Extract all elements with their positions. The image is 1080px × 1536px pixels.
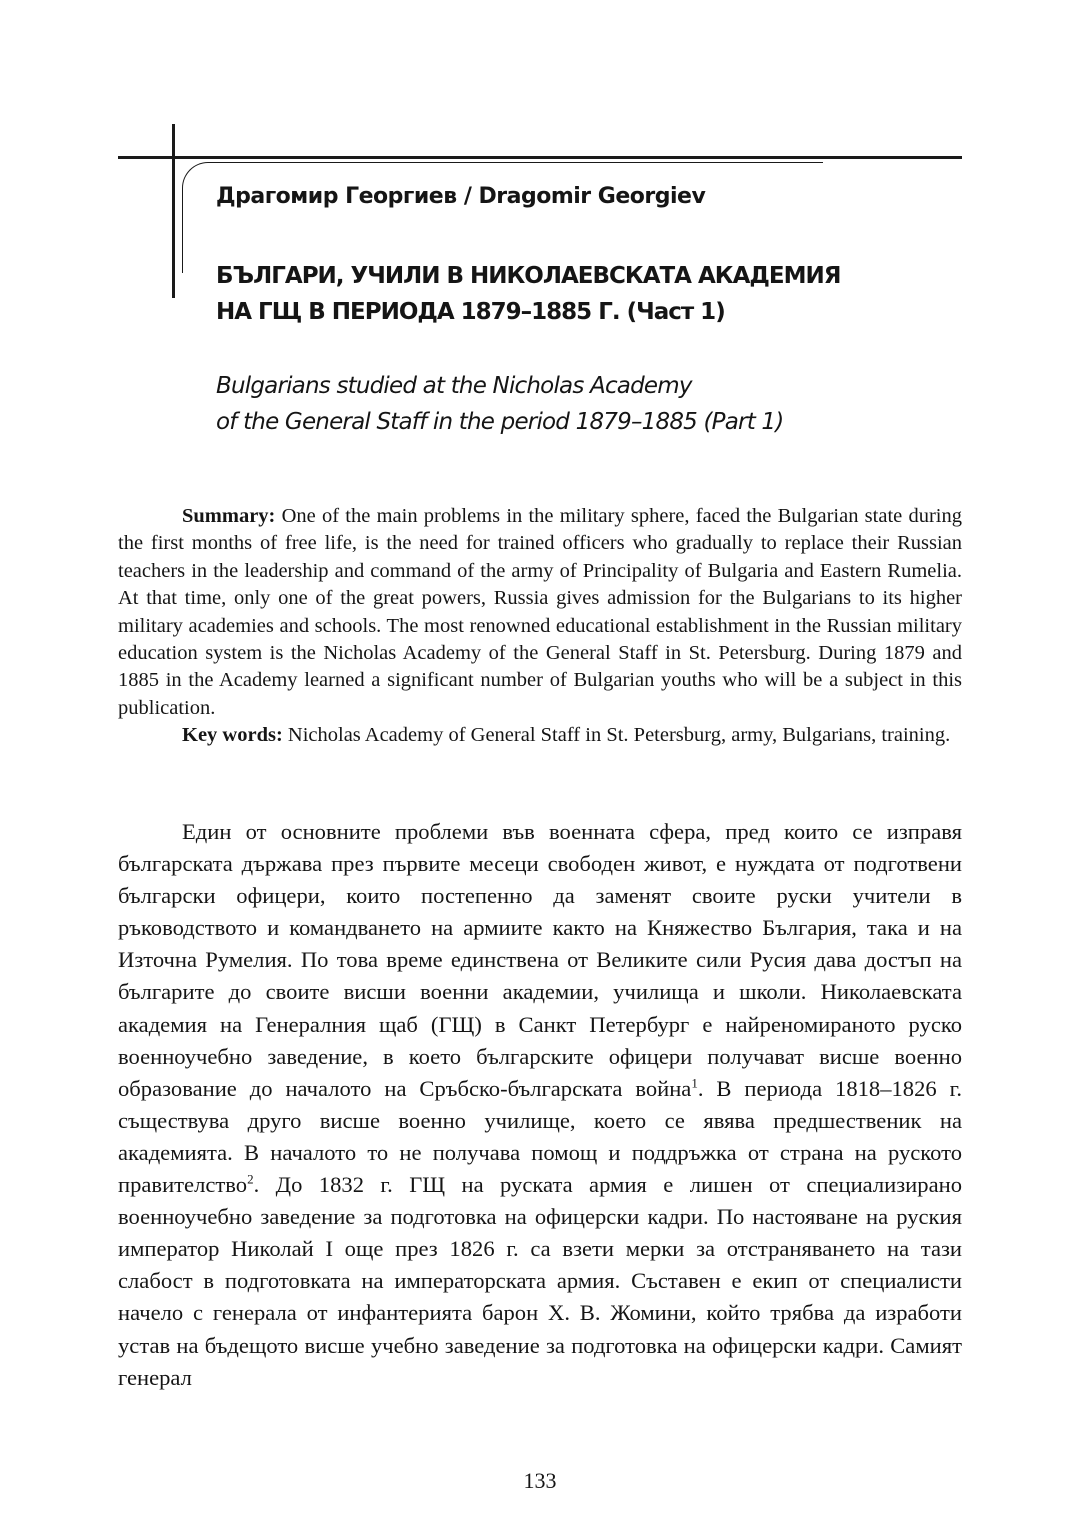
author-name: Драгомир Георгиев / Dragomir Georgiev: [216, 184, 706, 209]
keywords-paragraph: [118, 722, 962, 749]
page-number: 133: [523, 1468, 557, 1493]
abstract: [118, 503, 962, 750]
title-en-line-1: Bulgarians studied at the Nicholas Academy: [216, 373, 692, 399]
body-text-part-2: . В периода 1818–1826 г. съществува друго висше военно училище, което се явява предшественик на академията. В началото то не получава помощ и поддръжка от страна на руското правителство: [118, 1075, 962, 1198]
body-paragraph: [118, 816, 962, 1394]
footnote-ref-2[interactable]: 2: [247, 1171, 254, 1187]
header-ornament-frame: [182, 162, 823, 273]
keywords-text: Nicholas Academy of General Staff in St. Petersburg, army, Bulgarians, training.: [287, 724, 951, 747]
body-text-part-1: Един от основните проблеми във военната сфера, пред които се изправя българската държава през първите месеци свободен живот, е нуждата от подготвени български офицери, които постепенно да заменят своите руски учители в ръководството и командването на армиите както на Княжество България, така и на Източна Румелия. По това време единствена от Великите сили Русия дава достъп на българите до своите висши военни академии, училища и школи. Николаевската академия на Генералния щаб (ГЩ) в Санкт Петербург е найреномираното руско военноучебно заведение, в което българските офицери получават висше военно образование до началото на Сръбско-българската война: [118, 819, 962, 1101]
title-bg-line-2: НА ГЩ В ПЕРИОДА 1879–1885 Г. (Част 1): [216, 299, 725, 325]
keywords-label: Key words:: [182, 724, 283, 747]
summary-label: Summary:: [182, 505, 276, 527]
title-en-line-2: of the General Staff in the period 1879–1885 (Part 1): [216, 409, 784, 435]
header-rule-horizontal: [118, 156, 962, 159]
summary-text: One of the main problems in the military sphere, faced the Bulgarian state during the first months of free life, is the need for trained officers who gradually to replace their Russian teachers in the leadership and command of the army of Principality of Bulgaria and Eastern Rumelia. At that time, only one of the great powers, Russia gives admission for the Bulgarians to its higher military academies and schools. The most renowned educational establishment in the Russian military education system is the Nicholas Academy of the General Staff in St. Petersburg. During 1879 and 1885 in the Academy learned a significant number of Bulgarian youths who will be a subject in this publication.: [118, 505, 962, 719]
article-title-bulgarian: [216, 258, 840, 330]
header-rule-vertical: [172, 124, 175, 298]
body-text: [118, 816, 962, 1394]
summary-paragraph: [118, 503, 962, 722]
footnote-ref-1[interactable]: 1: [691, 1075, 698, 1091]
article-title-english: [216, 368, 783, 440]
title-bg-line-1: БЪЛГАРИ, УЧИЛИ В НИКОЛАЕВСКАТА АКАДЕМИЯ: [216, 263, 841, 289]
body-text-part-3: . До 1832 г. ГЩ на руската армия е лишен от специализирано военноучебно заведение за подготовка на офицерски кадри. По настояване на руския император Николай I още през 1826 г. са взети мерки за отстраняването на тази слабост в подготовката на императорската армия. Съставен е екип от специалисти начело с генерала от инфантерията барон Х. В. Жомини, който трябва да изработи устав на бъдещото висше учебно заведение за подготовка на офицерски кадри. Самият генерал: [118, 1172, 962, 1390]
